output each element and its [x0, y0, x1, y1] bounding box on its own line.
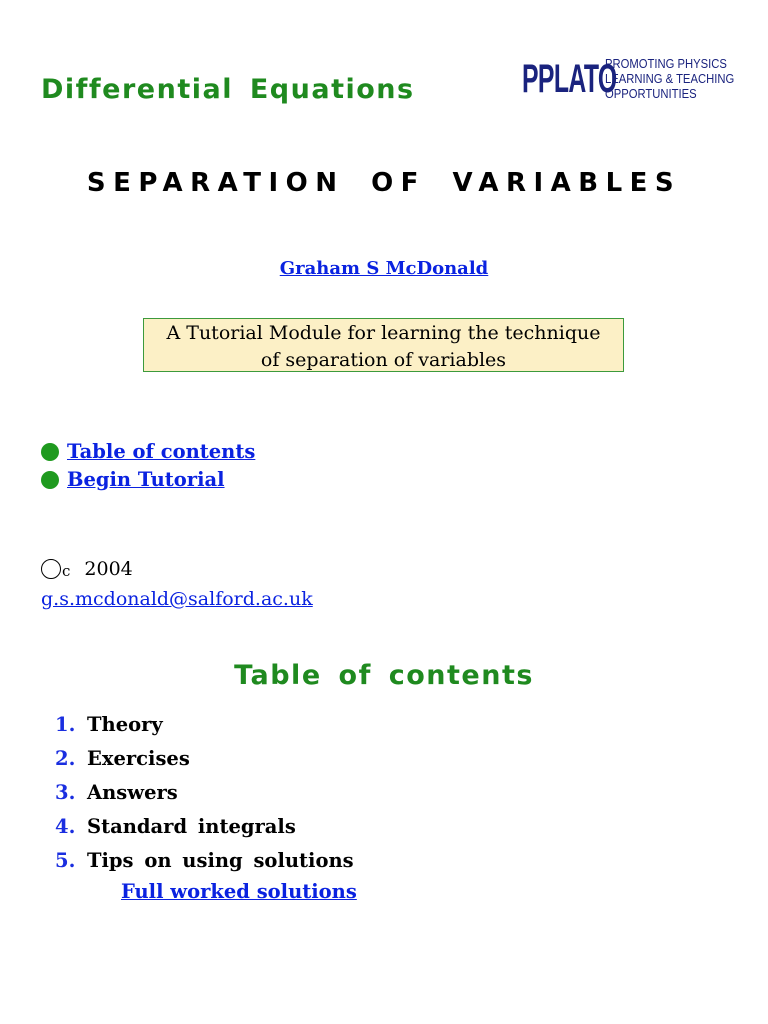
email-link[interactable]: g.s.mcdonald@salford.ac.uk: [41, 588, 313, 610]
bullet-icon: [41, 443, 59, 461]
toc-item-label[interactable]: Exercises: [87, 747, 190, 770]
nav-link-row: [41, 466, 255, 494]
toc-list: [55, 710, 354, 880]
course-title: Differential Equations: [41, 74, 415, 105]
copyright-circle-icon: [41, 559, 61, 579]
begin-tutorial-link[interactable]: Begin Tutorial: [67, 468, 225, 491]
copyright-year: 2004: [84, 558, 133, 580]
author-block: [0, 258, 768, 279]
toc-item-label[interactable]: Tips on using solutions: [87, 849, 354, 872]
toc-item-label[interactable]: Standard integrals: [87, 815, 296, 838]
logo-tagline-line: OPPORTUNITIES: [605, 87, 697, 101]
nav-link-row: [41, 438, 255, 466]
table-of-contents-link[interactable]: Table of contents: [67, 440, 256, 463]
page-title: SEPARATION OF VARIABLES: [86, 168, 682, 198]
bullet-icon: [41, 471, 59, 489]
full-solutions-block: [121, 880, 357, 903]
nav-links: [41, 438, 255, 494]
logo-tagline: [605, 57, 734, 102]
toc-item-number: 1.: [55, 713, 76, 736]
toc-item[interactable]: [55, 812, 354, 846]
toc-item[interactable]: [55, 778, 354, 812]
full-worked-solutions-link[interactable]: Full worked solutions: [121, 880, 357, 903]
toc-item-number: 3.: [55, 781, 76, 804]
toc-item-number: 5.: [55, 849, 76, 872]
toc-item[interactable]: [55, 846, 354, 880]
toc-item-label[interactable]: Theory: [87, 713, 163, 736]
copyright: [41, 558, 133, 580]
toc-item-label[interactable]: Answers: [87, 781, 178, 804]
description-line: A Tutorial Module for learning the technique: [166, 322, 601, 344]
toc-item[interactable]: [55, 710, 354, 744]
logo-tagline-line: LEARNING & TEACHING: [605, 72, 735, 86]
toc-item[interactable]: [55, 744, 354, 778]
copyright-symbol: c: [62, 562, 71, 580]
toc-item-number: 4.: [55, 815, 76, 838]
logo-tagline-line: PROMOTING PHYSICS: [605, 57, 727, 71]
toc-heading: Table of contents: [234, 660, 534, 691]
email-block: [41, 588, 313, 610]
author-link[interactable]: Graham S McDonald: [279, 258, 489, 279]
description-line: of separation of variables: [260, 349, 507, 371]
logo-mark: PPLATO: [522, 57, 617, 101]
toc-item-number: 2.: [55, 747, 76, 770]
description-box: [143, 318, 624, 372]
pplato-logo: [522, 56, 735, 104]
